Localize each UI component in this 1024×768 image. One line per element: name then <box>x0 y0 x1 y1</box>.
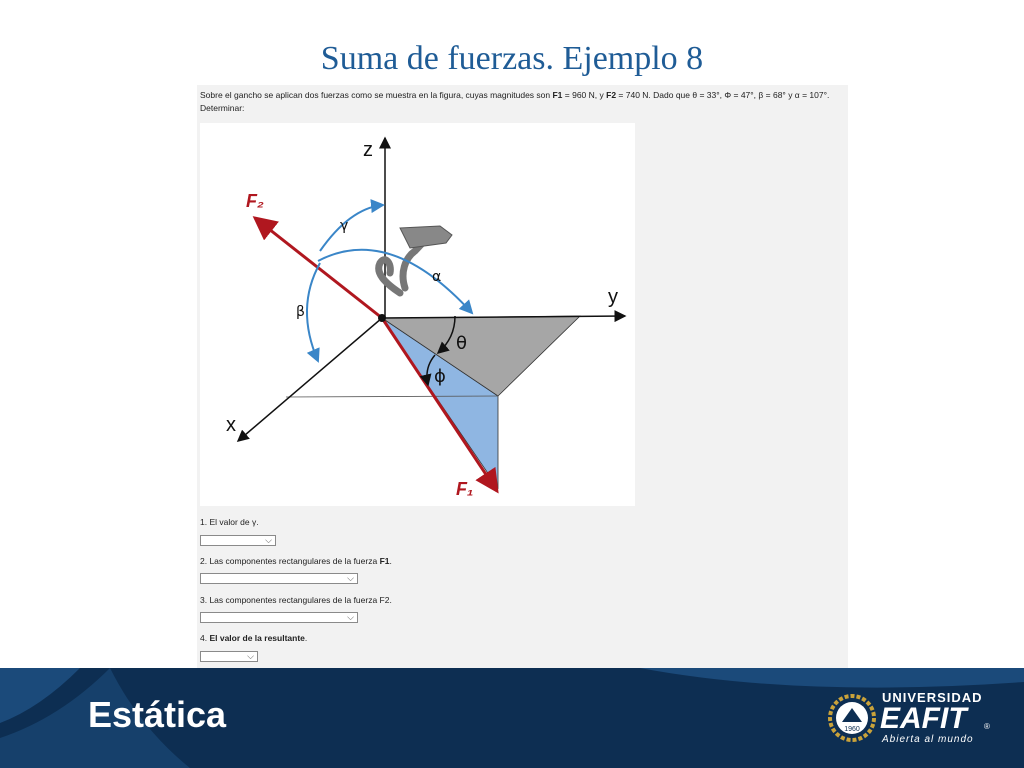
answer-select-2[interactable] <box>200 573 358 584</box>
question-1 <box>200 517 259 527</box>
force-f2-arrow <box>255 218 382 318</box>
force-f1-label: F₁ <box>456 479 474 499</box>
gamma-label: γ <box>340 218 349 234</box>
y-axis-label: y <box>608 286 618 308</box>
y-axis <box>382 316 625 318</box>
diagram-svg <box>200 123 635 506</box>
x-axis-label: x <box>226 414 236 436</box>
hook-force-diagram <box>200 123 635 506</box>
theta-label: θ <box>456 333 468 354</box>
chevron-down-icon: ⌵ <box>247 651 254 661</box>
question-2 <box>200 556 392 566</box>
problem-f1-label: F1 <box>552 90 563 100</box>
question-1-text: 1. El valor de γ. <box>200 517 259 527</box>
logo-name: EAFIT <box>880 702 967 735</box>
problem-statement <box>200 89 844 115</box>
footer-title: Estática <box>88 694 227 735</box>
problem-f2-label: F2 <box>606 90 617 100</box>
problem-text-1: Sobre el gancho se aplican dos fuerzas como se muestra en la figura, cuyas magnitudes son <box>200 90 553 100</box>
gamma-arc <box>320 205 383 251</box>
slide-title: Suma de fuerzas. Ejemplo 8 <box>320 40 704 77</box>
problem-text-3: = 740 N. Dado que θ = 33°, Φ = 47°, β = 68° y α = 107°. Determinar: <box>200 90 830 113</box>
chevron-down-icon: ⌵ <box>265 535 272 545</box>
alpha-arc <box>318 250 472 313</box>
hook-bracket <box>400 226 452 248</box>
alpha-label: α <box>432 269 442 285</box>
seal-year: 1960 <box>844 726 860 733</box>
question-2-text: 2. Las componentes rectangulares de la fuerza <box>200 556 380 566</box>
answer-select-1[interactable] <box>200 535 276 546</box>
question-4 <box>200 633 307 643</box>
question-3 <box>200 595 392 605</box>
logo-registered-mark: ® <box>984 722 990 731</box>
problem-text-2: = 960 N, y <box>562 90 607 100</box>
question-4-suffix: . <box>304 633 308 643</box>
phi-label: ϕ <box>434 366 446 387</box>
beta-label: β <box>296 304 305 320</box>
university-seal-icon <box>828 694 876 742</box>
question-3-text: 3. Las componentes rectangulares de la fuerza F2. <box>200 595 392 605</box>
answer-select-4[interactable] <box>200 651 258 662</box>
question-2-suffix: . <box>389 556 392 566</box>
origin-point <box>378 314 386 322</box>
question-4-text: 4. <box>200 633 210 643</box>
beta-arc <box>307 263 320 361</box>
question-4-bold: El valor de la resultante <box>209 633 305 643</box>
force-f2-label: F₂ <box>246 191 264 211</box>
chevron-down-icon: ⌵ <box>347 573 354 583</box>
chevron-down-icon: ⌵ <box>347 612 354 622</box>
z-axis-label: z <box>363 139 373 161</box>
eafit-logo <box>826 688 1006 758</box>
answer-select-3[interactable] <box>200 612 358 623</box>
logo-motto: Abierta al mundo <box>882 734 974 745</box>
logo-university-text: UNIVERSIDAD <box>882 690 983 705</box>
question-2-bold: F1 <box>379 556 390 566</box>
problem-panel <box>197 85 848 703</box>
